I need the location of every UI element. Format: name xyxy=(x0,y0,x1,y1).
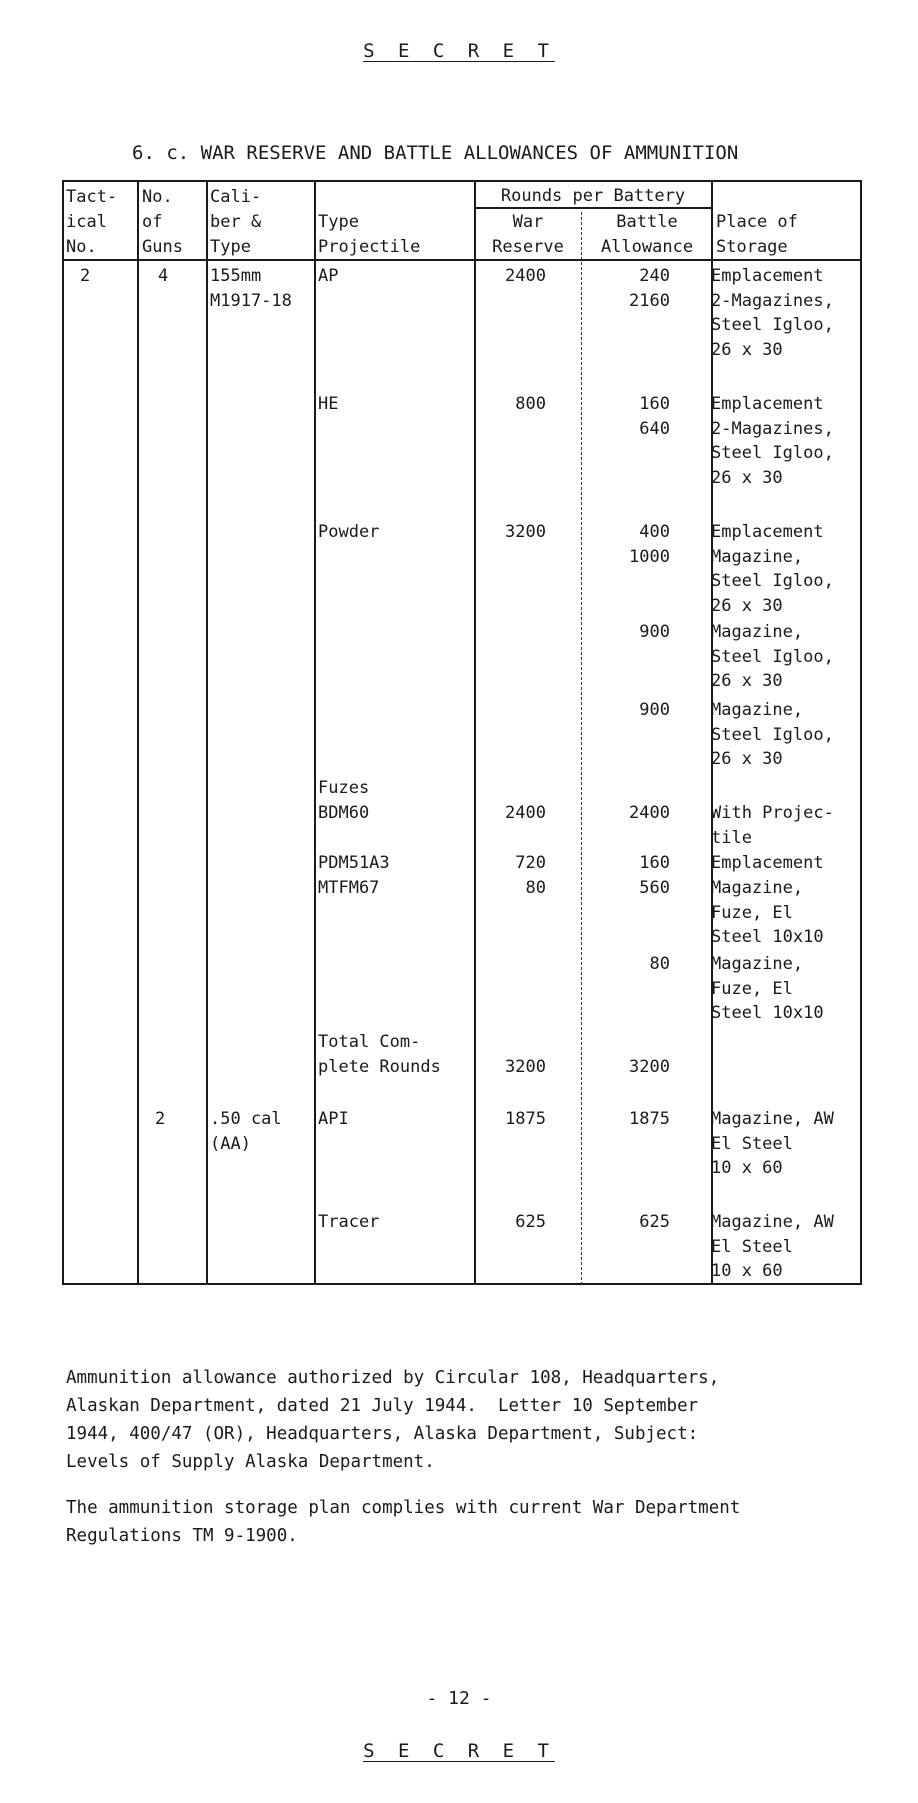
battle-allowance-value: 560 xyxy=(639,878,670,898)
war-reserve-value: 800 xyxy=(515,394,546,414)
storage-place: Emplacement xyxy=(711,853,824,873)
projectile-type: PDM51A3 xyxy=(318,853,390,873)
war-reserve-value: 2400 xyxy=(505,266,546,286)
storage-place: Magazine, Steel Igloo, 26 x 30 xyxy=(711,700,834,769)
col-divider xyxy=(137,180,139,1285)
header-battle-allowance: Battle Allowance xyxy=(600,212,694,257)
col-divider-dashed xyxy=(581,212,582,1285)
page-number: - 12 - xyxy=(426,1688,492,1709)
storage-place: Magazine, Fuze, El Steel 10x10 xyxy=(711,878,824,947)
col-divider xyxy=(314,180,316,1285)
footnote-regulations: The ammunition storage plan complies with current War Department Regulations TM 9-1900. xyxy=(66,1498,741,1546)
projectile-type: BDM60 xyxy=(318,803,370,823)
guns-count: 2 xyxy=(155,1109,166,1129)
storage-place: Magazine, Fuze, El Steel 10x10 xyxy=(711,954,824,1023)
storage-place: Magazine, Steel Igloo, 26 x 30 xyxy=(711,622,834,691)
battle-allowance-value: 625 xyxy=(639,1212,670,1232)
header-tactical: Tact- ical No. xyxy=(66,187,118,257)
war-reserve-value: 625 xyxy=(515,1212,546,1232)
war-reserve-value: 2400 xyxy=(505,803,546,823)
header-storage: Place of Storage xyxy=(716,212,798,257)
war-reserve-value: 1875 xyxy=(505,1109,546,1129)
projectile-type: MTFM67 xyxy=(318,878,380,898)
battle-allowance-value: 900 xyxy=(639,622,670,642)
storage-place: Magazine, AW El Steel 10 x 60 xyxy=(711,1109,834,1178)
header-war-reserve: War Reserve xyxy=(492,212,564,257)
total-label: Total Com- plete Rounds xyxy=(318,1032,441,1077)
header-projectile: Type Projectile xyxy=(318,212,421,257)
projectile-type: AP xyxy=(318,266,339,286)
projectile-type: API xyxy=(318,1109,349,1129)
war-reserve-value: 3200 xyxy=(505,522,546,542)
section-title: 6. c. WAR RESERVE AND BATTLE ALLOWANCES OF AMMUNITION xyxy=(132,142,739,164)
projectile-type: Powder xyxy=(318,522,380,542)
storage-place: With Projec- tile xyxy=(711,803,834,848)
storage-place: Emplacement 2-Magazines, Steel Igloo, 26 x 30 xyxy=(711,394,834,488)
battle-allowance-value: 1875 xyxy=(629,1109,670,1129)
projectile-type: Tracer xyxy=(318,1212,380,1232)
header-caliber: Cali- ber & Type xyxy=(210,187,262,257)
battle-allowance-value: 160 640 xyxy=(639,394,670,439)
caliber-type: 155mm M1917-18 xyxy=(210,266,292,311)
battle-allowance-value: 900 xyxy=(639,700,670,720)
fuzes-label: Fuzes xyxy=(318,778,370,798)
classification-bottom: S E C R E T xyxy=(363,1740,555,1762)
storage-place: Emplacement 2-Magazines, Steel Igloo, 26 x 30 xyxy=(711,266,834,360)
projectile-type: HE xyxy=(318,394,339,414)
battle-allowance-value: 80 xyxy=(649,954,670,974)
battle-allowance-value: 2400 xyxy=(629,803,670,823)
footnote-authorization: Ammunition allowance authorized by Circular 108, Headquarters, Alaskan Department, dated 21 July 1944. Letter 10 September 1944, 400/47 (OR), Headquarters, Alaska Department, Subject: Levels of Supply Alaska Department. xyxy=(66,1368,720,1472)
war-reserve-value: 80 xyxy=(525,878,546,898)
header-guns: No. of Guns xyxy=(142,187,183,257)
battle-allowance-value: 160 xyxy=(639,853,670,873)
battle-allowance-value: 240 2160 xyxy=(629,266,670,311)
tactical-number: 2 xyxy=(80,266,91,286)
classification-top: S E C R E T xyxy=(363,40,555,62)
war-reserve-value: 720 xyxy=(515,853,546,873)
war-reserve-total: 3200 xyxy=(505,1057,546,1077)
col-divider xyxy=(206,180,208,1285)
storage-place: Emplacement Magazine, Steel Igloo, 26 x 30 xyxy=(711,522,834,616)
battle-allowance-value: 400 1000 xyxy=(629,522,670,567)
battle-allowance-total: 3200 xyxy=(629,1057,670,1077)
storage-place: Magazine, AW El Steel 10 x 60 xyxy=(711,1212,834,1281)
caliber-type: .50 cal (AA) xyxy=(210,1109,282,1154)
guns-count: 4 xyxy=(158,266,169,286)
header-rounds-per-battery: Rounds per Battery xyxy=(500,186,686,206)
col-divider xyxy=(474,180,476,1285)
